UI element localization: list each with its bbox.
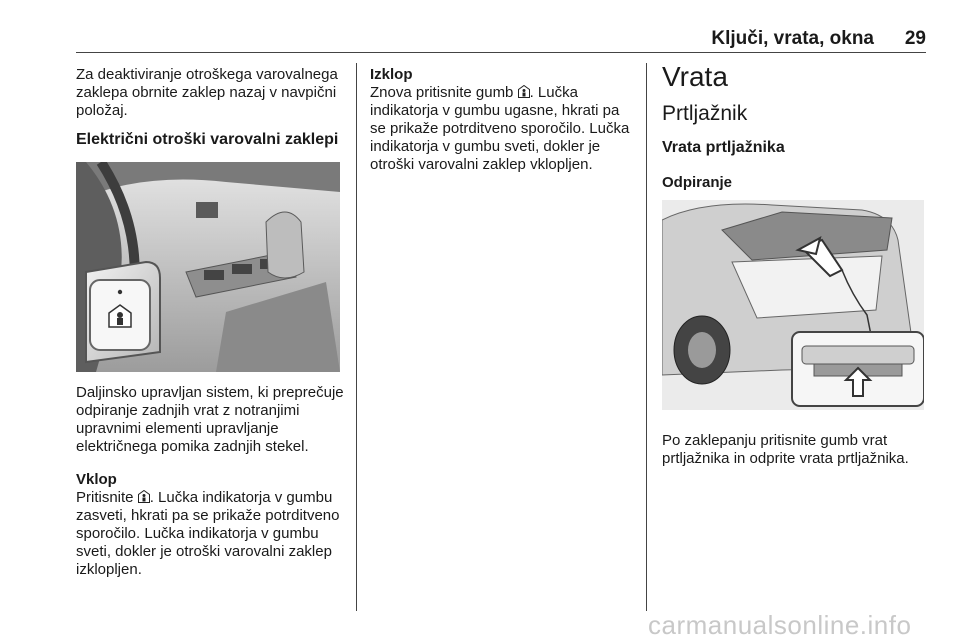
subsection-title: Vrata prtljažnika <box>662 139 785 156</box>
column-divider-1 <box>356 63 357 611</box>
description-paragraph: Daljinsko upravljan sistem, ki preprečuje odpiranje zadnjih vrat z notranjimi upravnimi elementi upravljanje električnega pomika zadnjih stekel. <box>76 384 344 455</box>
child-lock-icon <box>518 85 530 98</box>
izklop-heading: Izklop <box>370 66 413 83</box>
vklop-paragraph: Pritisnite . Lučka indikatorja v gumbu zasveti, hkrati pa se prikaže potrditveno sporočilo. Lučka indikatorja v gumbu sveti, dokler je otroški varovalni zaklep izklopljen. <box>76 489 340 578</box>
watermark: carmanualsonline.info <box>648 610 912 640</box>
child-lock-icon <box>138 490 150 503</box>
column-1 <box>76 66 344 579</box>
column-2 <box>370 66 632 174</box>
child-lock-button-illustration <box>76 162 340 372</box>
tailgate-illustration <box>662 200 924 410</box>
page-title: Ključi, vrata, okna <box>711 28 874 49</box>
izklop-paragraph: Znova pritisnite gumb . Lučka indikatorja v gumbu ugasne, hkrati pa se prikaže potrditveno sporočilo. Lučka indikatorja v gumbu sveti, dokler je otroški varovalni zaklep vklopljen. <box>370 84 630 173</box>
chapter-title: Vrata <box>662 61 728 92</box>
section-title: Prtljažnik <box>662 102 748 125</box>
page-header <box>76 28 926 52</box>
page-number: 29 <box>904 28 926 49</box>
header-rule <box>76 52 926 53</box>
intro-paragraph: Za deaktiviranje otroškega varovalnega zaklepa obrnite zaklep nazaj v navpični položaj. <box>76 66 338 119</box>
vklop-heading: Vklop <box>76 471 117 488</box>
subsubsection-title: Odpiranje <box>662 174 733 191</box>
section-heading: Električni otroški varovalni zaklepi <box>76 131 339 148</box>
column-divider-2 <box>646 63 647 611</box>
opening-paragraph: Po zaklepanju pritisnite gumb vrat prtljažnika in odprite vrata prtljažnika. <box>662 432 909 467</box>
column-3 <box>662 62 926 468</box>
